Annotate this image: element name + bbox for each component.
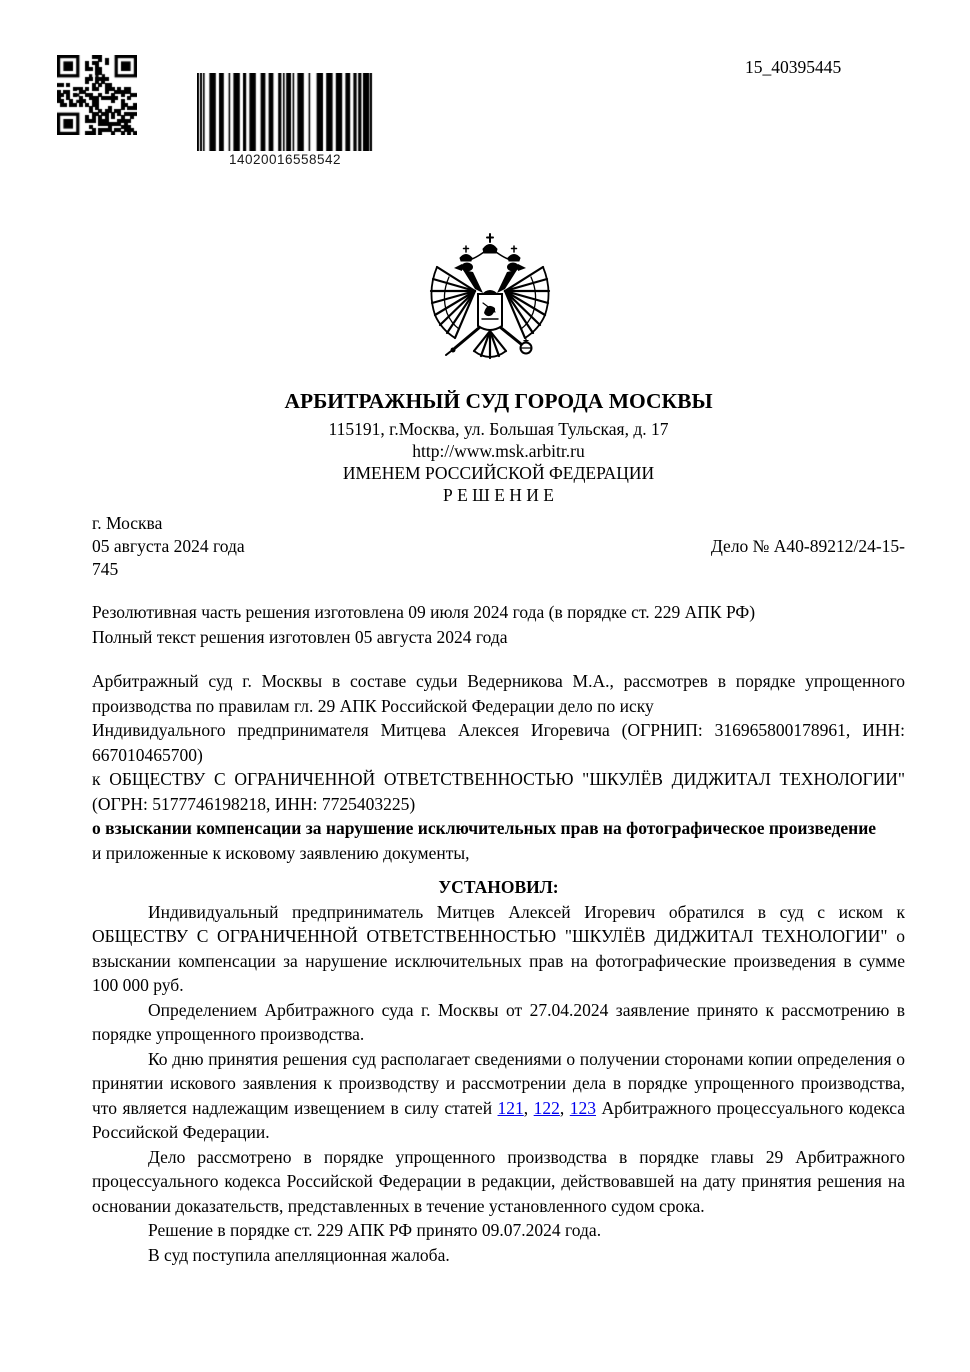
document-id: 15_40395445 xyxy=(745,57,842,77)
paragraph-acceptance: Определением Арбитражного суда г. Москвы от 27.04.2024 заявление принято к рассмотрению в порядке упрощенного производства. xyxy=(92,999,905,1044)
in-the-name-line: ИМЕНЕМ РОССИЙСКОЙ ФЕДЕРАЦИИ xyxy=(342,463,655,483)
paragraph-appeal: В суд поступила апелляционная жалоба. xyxy=(148,1244,450,1265)
link-article-123[interactable]: 123 xyxy=(569,1097,597,1118)
court-address: 115191, г.Москва, ул. Большая Тульская, д. 17 xyxy=(328,419,669,439)
court-composition: Арбитражный суд г. Москвы в составе судьи Ведерникова М.А., рассмотрев в порядке упрощенного производства по правилам гл. 29 АПК Российской Федерации дело по иску xyxy=(92,671,905,716)
paragraph-procedure: Дело рассмотрено в порядке упрощенного производства в порядке главы 29 Арбитражного процессуального кодекса Российской Федерации в редакции, действовавшей на дату принятия решения на основании доказательств, представленных в течение установленного судом срока. xyxy=(92,1146,905,1216)
link-article-121[interactable]: 121 xyxy=(497,1097,524,1118)
barcode-block xyxy=(197,73,373,167)
notification-text-before: Ко дню принятия решения суд располагает сведениями о получении сторонами копии определения о принятии искового заявления к производству и рассмотрении дела в порядке упрощенного производства, что является надлежащим извещением в силу статей xyxy=(92,1048,905,1118)
barcode-number: 14020016558542 xyxy=(228,152,342,167)
established-heading: УСТАНОВИЛ: xyxy=(438,877,559,897)
decision-title: Р Е Ш Е Н И Е xyxy=(443,485,554,505)
russian-coat-of-arms-icon xyxy=(429,233,551,363)
link-article-122[interactable]: 122 xyxy=(533,1097,560,1118)
decision-body xyxy=(92,600,905,1267)
court-website: http://www.msk.arbitr.ru xyxy=(412,441,585,461)
case-number-tail: 745 xyxy=(92,559,119,579)
case-city: г. Москва xyxy=(92,513,163,533)
case-number: Дело № А40-89212/24-15- xyxy=(710,536,905,556)
barcode-icon xyxy=(197,73,373,151)
case-info xyxy=(92,512,905,581)
plaintiff-info: Индивидуального предпринимателя Митцева Алексея Игоревича (ОГРНИП: 316965800178961, ИНН: 667010465700) xyxy=(92,720,905,765)
decision-date: 05 августа 2024 года xyxy=(92,536,245,556)
paragraph-claim-filed: Индивидуальный предприниматель Митцев Алексей Игоревич обратился в суд с иском к ОБЩЕСТВУ С ОГРАНИЧЕННОЙ ОТВЕТСТВЕННОСТЬЮ "ШКУЛЁВ ДИДЖИТАЛ ТЕХНОЛОГИИ" о взыскании компенсации за нарушение исключительных прав на фотографические произведения в сумме 100 000 руб. xyxy=(92,901,905,995)
defendant-info: к ОБЩЕСТВУ С ОГРАНИЧЕННОЙ ОТВЕТСТВЕННОСТЬЮ "ШКУЛЁВ ДИДЖИТАЛ ТЕХНОЛОГИИ" (ОГРН: 5177746198218, ИНН: 7725403225) xyxy=(92,769,905,814)
full-text-line: Полный текст решения изготовлен 05 августа 2024 года xyxy=(92,626,508,647)
court-name: АРБИТРАЖНЫЙ СУД ГОРОДА МОСКВЫ xyxy=(284,389,713,413)
notification-text-after: Арбитражного процессуального кодекса Российской Федерации. xyxy=(92,1097,906,1142)
link-separator: , xyxy=(559,1097,570,1118)
court-header xyxy=(92,388,905,506)
link-separator: , xyxy=(523,1097,534,1118)
qr-code-icon xyxy=(57,55,137,135)
resolutive-part-line: Резолютивная часть решения изготовлена 09 июля 2024 года (в порядке ст. 229 АПК РФ) xyxy=(92,602,756,622)
claim-subject: о взыскании компенсации за нарушение исключительных прав на фотографическое произведение xyxy=(92,818,877,838)
paragraph-decision-date: Решение в порядке ст. 229 АПК РФ принято 09.07.2024 года. xyxy=(148,1220,602,1240)
attachments-line: и приложенные к исковому заявлению документы, xyxy=(92,842,470,863)
paragraph-notification xyxy=(92,1047,905,1145)
